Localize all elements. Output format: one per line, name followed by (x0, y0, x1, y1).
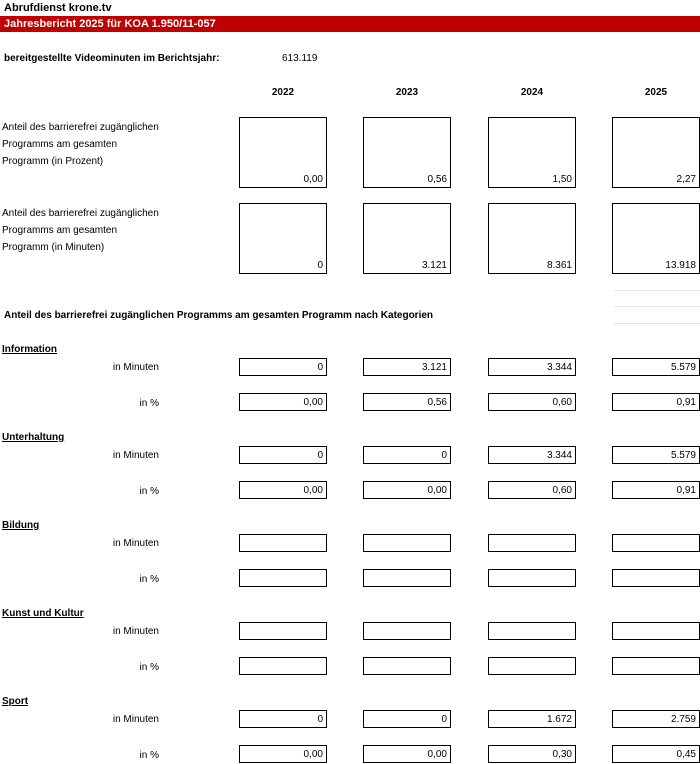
sport-minutes-2022[interactable]: 0 (239, 710, 327, 728)
sport-minutes-2023[interactable]: 0 (363, 710, 451, 728)
category-title-unterhaltung: Unterhaltung (2, 432, 65, 443)
information-percent-2024[interactable]: 0,60 (488, 393, 576, 411)
year-header-2024: 2024 (520, 87, 544, 98)
information-percent-2023[interactable]: 0,56 (363, 393, 451, 411)
kunst-und-kultur-minutes-2023[interactable] (363, 622, 451, 640)
row-label-minutes: in Minuten (112, 362, 159, 373)
unterhaltung-percent-2022[interactable]: 0,00 (239, 481, 327, 499)
bildung-minutes-2022[interactable] (239, 534, 327, 552)
bildung-minutes-2023[interactable] (363, 534, 451, 552)
row-label-percent: in % (139, 574, 159, 585)
bildung-percent-2024[interactable] (488, 569, 576, 587)
kunst-und-kultur-percent-2025[interactable] (612, 657, 700, 675)
row-label-percent: in % (139, 398, 159, 409)
information-minutes-2025[interactable]: 5.579 (612, 358, 700, 376)
kunst-und-kultur-minutes-2022[interactable] (239, 622, 327, 640)
year-header-2022: 2022 (271, 87, 295, 98)
information-percent-2022[interactable]: 0,00 (239, 393, 327, 411)
bildung-minutes-2025[interactable] (612, 534, 700, 552)
unterhaltung-percent-2023[interactable]: 0,00 (363, 481, 451, 499)
kunst-und-kultur-percent-2023[interactable] (363, 657, 451, 675)
bildung-percent-2025[interactable] (612, 569, 700, 587)
unterhaltung-percent-2025[interactable]: 0,91 (612, 481, 700, 499)
sport-percent-2022[interactable]: 0,00 (239, 745, 327, 763)
unterhaltung-minutes-2025[interactable]: 5.579 (612, 446, 700, 464)
row-label-minutes: in Minuten (112, 714, 159, 725)
video-minutes-label: bereitgestellte Videominuten im Berichtsjahr: (4, 53, 220, 64)
sport-minutes-2025[interactable]: 2.759 (612, 710, 700, 728)
kunst-und-kultur-minutes-2024[interactable] (488, 622, 576, 640)
information-minutes-2023[interactable]: 3.121 (363, 358, 451, 376)
categories-heading: Anteil des barrierefrei zugänglichen Programms am gesamten Programm nach Kategorien (4, 310, 434, 321)
row-label-minutes: in Minuten (112, 626, 159, 637)
share-minutes-label: Anteil des barrierefrei zugänglichen Programms am gesamten Programm (in Minuten) (2, 208, 159, 253)
bildung-percent-2023[interactable] (363, 569, 451, 587)
app-title: Abrufdienst krone.tv (4, 2, 112, 14)
video-minutes-value: 613.119 (282, 53, 318, 64)
sport-percent-2023[interactable]: 0,00 (363, 745, 451, 763)
category-title-kunst-und-kultur: Kunst und Kultur (2, 608, 84, 619)
unterhaltung-minutes-2023[interactable]: 0 (363, 446, 451, 464)
category-title-bildung: Bildung (2, 520, 40, 531)
information-minutes-2022[interactable]: 0 (239, 358, 327, 376)
gridline (614, 290, 700, 291)
row-label-percent: in % (139, 486, 159, 497)
category-title-sport: Sport (2, 696, 29, 707)
sport-minutes-2024[interactable]: 1.672 (488, 710, 576, 728)
row-label-percent: in % (139, 662, 159, 673)
unterhaltung-minutes-2024[interactable]: 3.344 (488, 446, 576, 464)
share-minutes-2022[interactable]: 0 (239, 203, 327, 274)
kunst-und-kultur-minutes-2025[interactable] (612, 622, 700, 640)
row-label-minutes: in Minuten (112, 450, 159, 461)
bildung-percent-2022[interactable] (239, 569, 327, 587)
share-minutes-2023[interactable]: 3.121 (363, 203, 451, 274)
share-minutes-2025[interactable]: 13.918 (612, 203, 700, 274)
bildung-minutes-2024[interactable] (488, 534, 576, 552)
unterhaltung-percent-2024[interactable]: 0,60 (488, 481, 576, 499)
sport-percent-2024[interactable]: 0,30 (488, 745, 576, 763)
gridline (614, 306, 700, 307)
year-header-2023: 2023 (395, 87, 419, 98)
row-label-minutes: in Minuten (112, 538, 159, 549)
kunst-und-kultur-percent-2024[interactable] (488, 657, 576, 675)
year-header-2025: 2025 (644, 87, 668, 98)
report-title-bar: Jahresbericht 2025 für KOA 1.950/11-057 (0, 16, 700, 32)
sport-percent-2025[interactable]: 0,45 (612, 745, 700, 763)
share-percent-2025[interactable]: 2,27 (612, 117, 700, 188)
share-percent-label: Anteil des barrierefrei zugänglichen Programms am gesamten Programm (in Prozent) (2, 122, 159, 167)
information-minutes-2024[interactable]: 3.344 (488, 358, 576, 376)
category-title-information: Information (2, 344, 57, 355)
information-percent-2025[interactable]: 0,91 (612, 393, 700, 411)
share-minutes-2024[interactable]: 8.361 (488, 203, 576, 274)
unterhaltung-minutes-2022[interactable]: 0 (239, 446, 327, 464)
row-label-percent: in % (139, 750, 159, 761)
share-percent-2023[interactable]: 0,56 (363, 117, 451, 188)
share-percent-2022[interactable]: 0,00 (239, 117, 327, 188)
kunst-und-kultur-percent-2022[interactable] (239, 657, 327, 675)
gridline (614, 323, 700, 324)
share-percent-2024[interactable]: 1,50 (488, 117, 576, 188)
